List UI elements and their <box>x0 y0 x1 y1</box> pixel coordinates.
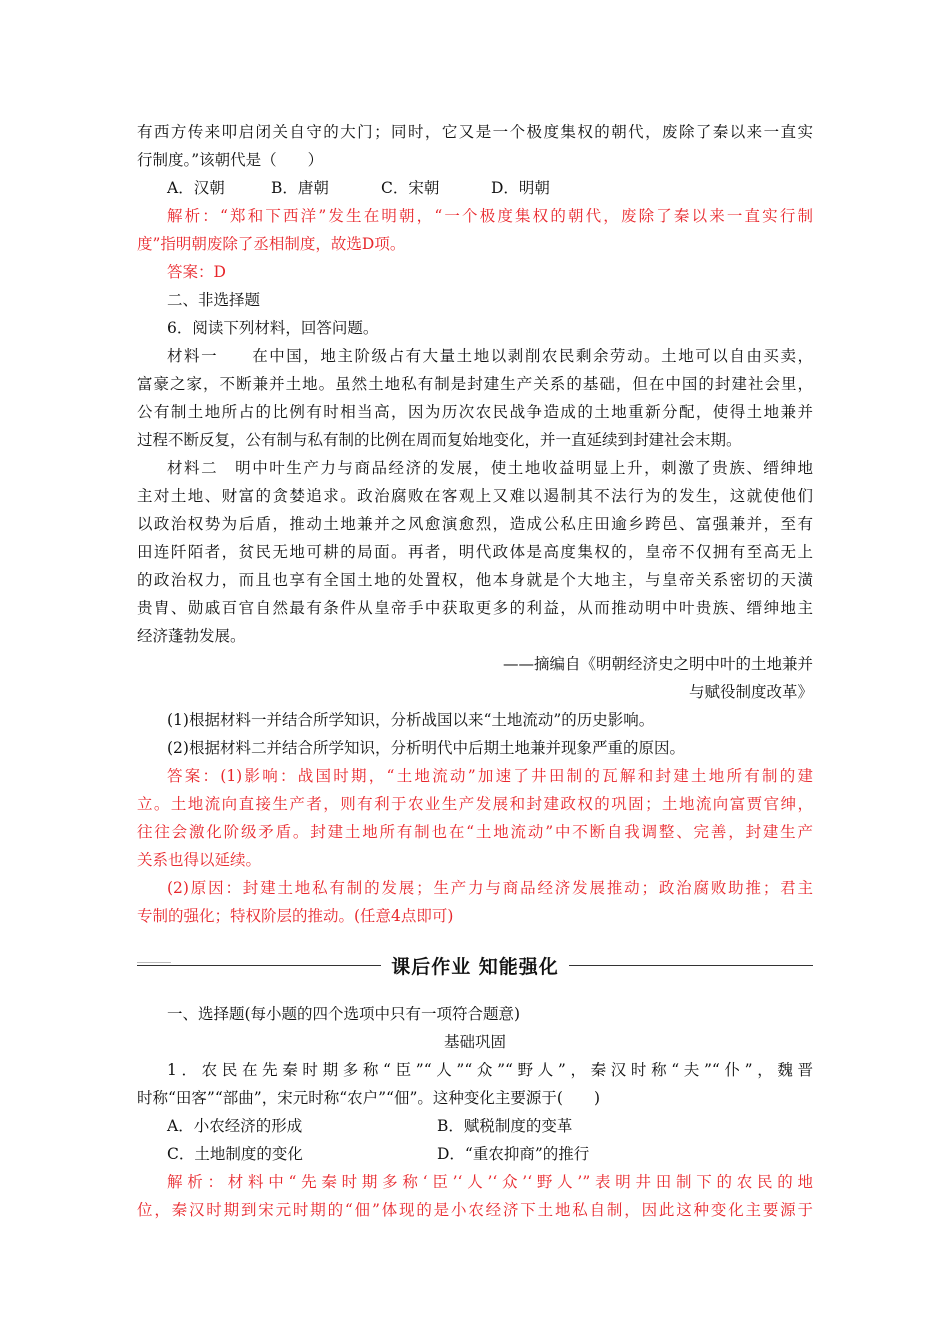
hw-q1-analysis-line1: 解析：材料中“先秦时期多称‘臣’‘人’‘众’‘野人’”表明井田制下的农民的地 <box>167 1173 813 1191</box>
hw-subheading: 基础巩固 <box>443 1033 506 1051</box>
section-divider <box>137 952 813 978</box>
q6-answer1-line4: 关系也得以延续。 <box>137 851 262 869</box>
q6-material2-line7: 经济蓬勃发展。 <box>137 627 246 645</box>
q6-subquestion-1: (1)根据材料一并结合所学知识，分析战国以来“土地流动”的历史影响。 <box>167 711 655 729</box>
q6-source-line2: 与赋役制度改革》 <box>688 683 813 701</box>
q5-stem-line1: 有西方传来叩启闭关自守的大门；同时，它又是一个极度集权的朝代，废除了秦以来一直实 <box>137 123 813 141</box>
hw-q1-options-row1 <box>167 1116 813 1136</box>
q6-material2-line1: 材料二 明中叶生产力与商品经济的发展，使土地收益明显上升，刺激了贵族、缙绅地 <box>167 459 813 477</box>
q6-source-line1: ——摘编自《明朝经济史之明中叶的土地兼并 <box>502 655 813 673</box>
hw-q1-option-c: C．土地制度的变化 <box>167 1145 303 1163</box>
q6-material1-line2: 富豪之家，不断兼并土地。虽然土地私有制是封建生产关系的基础，但在中国的封建社会里， <box>137 375 813 393</box>
q6-stem: 6．阅读下列材料，回答问题。 <box>167 319 379 337</box>
divider-rule-right <box>569 965 813 966</box>
q6-answer1-line1: 答案：(1)影响：战国时期，“土地流动”加速了井田制的瓦解和封建土地所有制的建 <box>167 767 813 785</box>
hw-q1-line2: 时称“田客”“部曲”，宋元时称“农户”“佃”。这种变化主要源于( ) <box>137 1089 600 1107</box>
q6-material2-line3: 以政治权势为后盾，推动土地兼并之风愈演愈烈，造成公私庄田逾乡跨邑、富强兼并，至有 <box>137 515 813 533</box>
q5-option-b: B．唐朝 <box>271 179 329 197</box>
divider-rule-left <box>137 965 381 966</box>
part2-heading: 二、非选择题 <box>167 291 261 309</box>
q6-material1-line1: 材料一 在中国，地主阶级占有大量土地以剥削农民剩余劳动。土地可以自由买卖， <box>167 347 813 365</box>
hw-q1-analysis-line2: 位，秦汉时期到宋元时期的“佃”体现的是小农经济下土地私自制，因此这种变化主要源于 <box>137 1201 813 1219</box>
hw-q1-options-row2 <box>167 1144 813 1164</box>
q5-option-d: D．明朝 <box>491 179 550 197</box>
q6-answer2-line1: (2)原因：封建土地私有制的发展；生产力与商品经济发展推动；政治腐败助推；君主 <box>167 879 813 897</box>
q5-option-a: A．汉朝 <box>167 179 225 197</box>
q6-material2-line6: 贵胄、勋戚百官自然最有条件从皇帝手中获取更多的利益，从而推动明中叶贵族、缙绅地主 <box>137 599 813 617</box>
q6-material1-line4: 过程不断反复，公有制与私有制的比例在周而复始地变化，并一直延续到封建社会末期。 <box>137 431 742 449</box>
hw-q1-option-b: B．赋税制度的变革 <box>437 1117 573 1135</box>
q5-analysis-line2: 度”指明朝废除了丞相制度，故选D项。 <box>137 235 406 253</box>
hw-part1-heading: 一、选择题(每小题的四个选项中只有一项符合题意) <box>167 1005 521 1023</box>
hw-q1-line1: 1．农民在先秦时期多称“臣”“人”“众”“野人”，秦汉时称“夫”“仆”，魏晋 <box>167 1061 813 1079</box>
q6-material1-line3: 公有制土地所占的比例有时相当高，因为历次农民战争造成的土地重新分配，使得土地兼并 <box>137 403 813 421</box>
q5-stem-line2: 行制度。”该朝代是（ ） <box>137 151 324 169</box>
q5-analysis-line1: 解析：“郑和下西洋”发生在明朝，“一个极度集权的朝代，废除了秦以来一直实行制 <box>167 207 813 225</box>
q6-material2-line5: 的政治权力，而且也享有全国土地的处置权，他本身就是个大地主，与皇帝关系密切的天潢 <box>137 571 813 589</box>
q6-answer2-line2: 专制的强化；特权阶层的推动。(任意4点即可) <box>137 907 454 925</box>
q6-answer1-line2: 立。土地流向直接生产者，则有利于农业生产发展和封建政权的巩固；土地流向富贾官绅， <box>137 795 813 813</box>
q5-option-c: C．宋朝 <box>381 179 440 197</box>
q5-options <box>167 178 813 198</box>
section-title: 课后作业 知能强化 <box>391 955 559 978</box>
q6-material2-line2: 主对土地、财富的贪婪追求。政治腐败在客观上又难以遏制其不法行为的发生，这就使他们 <box>137 487 813 505</box>
hw-q1-option-d: D．“重农抑商”的推行 <box>437 1145 590 1163</box>
q5-answer: 答案：D <box>167 263 226 281</box>
q6-material2-line4: 田连阡陌者，贫民无地可耕的局面。再者，明代政体是高度集权的，皇帝不仅拥有至高无上 <box>137 543 813 561</box>
q6-subquestion-2: (2)根据材料二并结合所学知识，分析明代中后期土地兼并现象严重的原因。 <box>167 739 685 757</box>
q6-answer1-line3: 往往会激化阶级矛盾。封建土地所有制也在“土地流动”中不断自我调整、完善，封建生产 <box>137 823 813 841</box>
hw-q1-option-a: A．小农经济的形成 <box>167 1117 303 1135</box>
